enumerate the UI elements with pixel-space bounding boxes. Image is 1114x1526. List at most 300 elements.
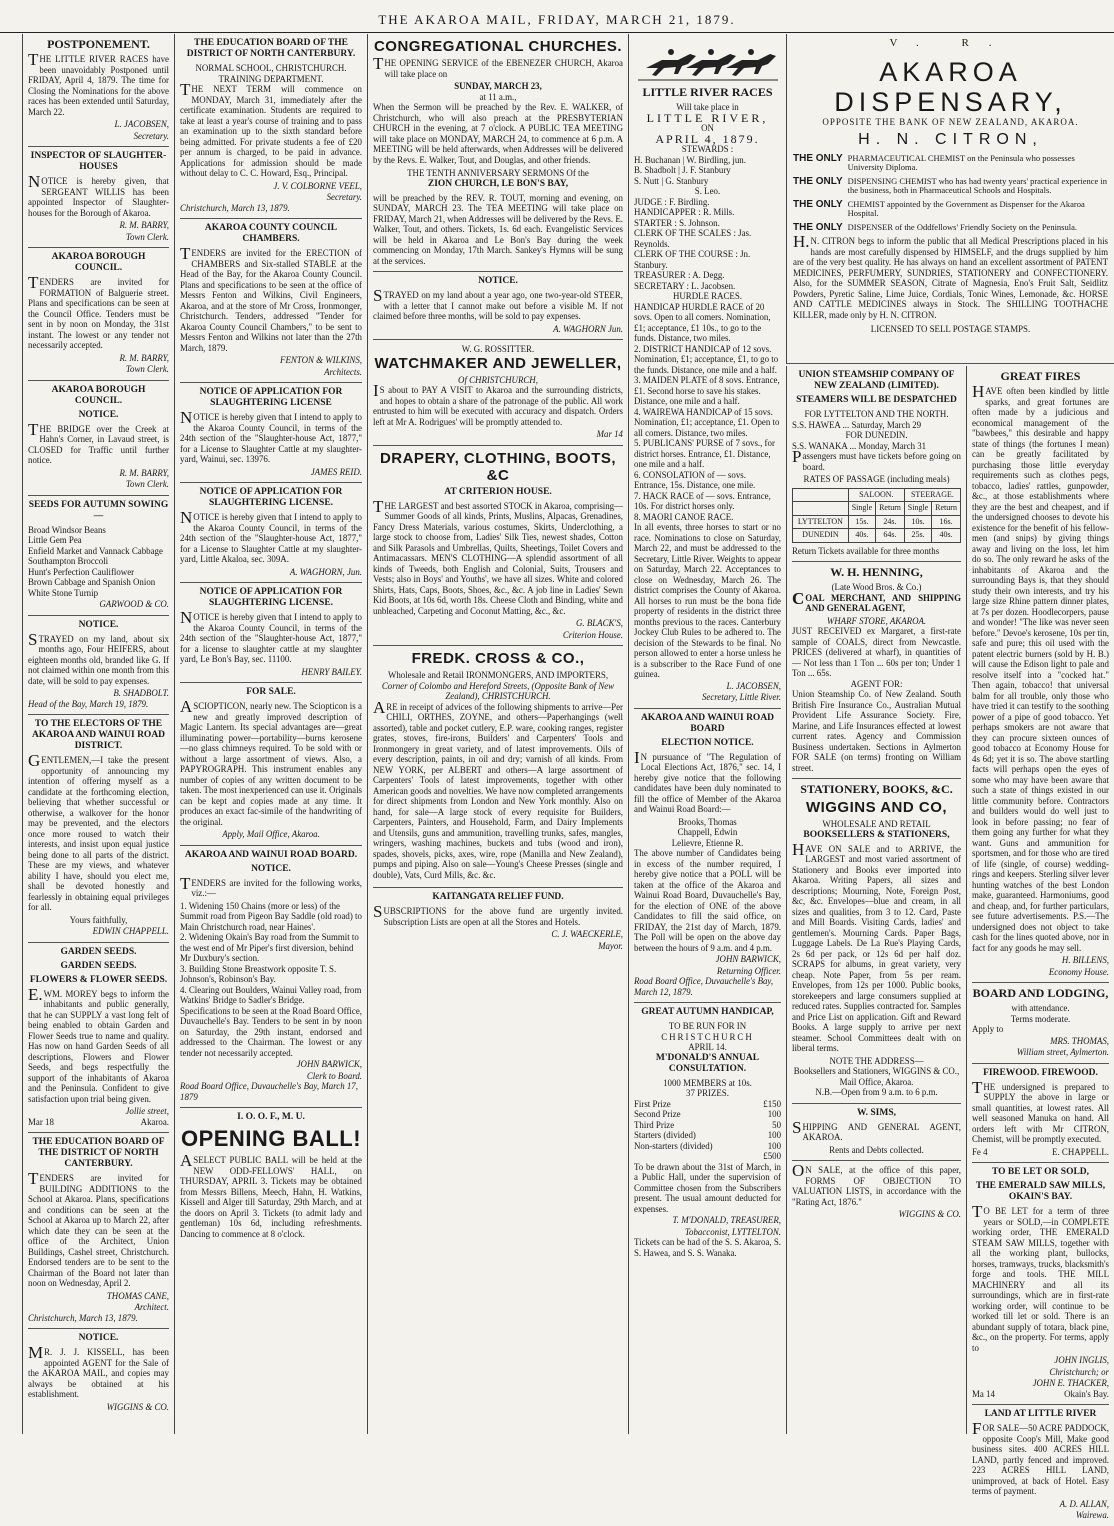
table-row (634, 1141, 781, 1152)
column-1 (22, 34, 174, 1434)
table-cell: 64s. (876, 529, 905, 543)
list-item: TREASURER : A. Degg. (634, 270, 725, 280)
ad-subtitle-2: BOOKSELLERS & STATIONERS, (803, 829, 950, 840)
ad-subtitle: ELECTION NOTICE. (661, 737, 754, 748)
dispensary-footer: LICENSED TO SELL POSTAGE STAMPS. (870, 324, 1031, 334)
ad-title: NOTICE. (478, 276, 518, 286)
masthead (0, 0, 1114, 33)
list-item: Broad Windsor Beans (28, 524, 106, 535)
ad-signature-title: Secretary. (326, 192, 362, 202)
ad-title: SEEDS FOR AUTUMN SOWING— (28, 499, 169, 521)
ad-body: HAVE ON SALE and to ARRIVE, the LARGEST and most varied assortment of Stationery and Books ever imported into Akaroa. Writing Papers, all sizes and descriptions; Mourning, Note, Foreign Post, &c, &c. Envelopes—blue and cream, in all sizes and qualities, from 3 to 12. Card, Paste and Mill Boards. Visiting Cards, ladies' and gentlemen's. Mourning Cards. Paper Bags, Luggage Labels. De La Rue's Playing Cards, 2s 6d per pack, or 12s 6d per half doz. SCRAPS for albums, in great variety, very cheap. Note Paper, from 5s per ream. Envelopes, from 12s per 1000. Public books, storekeepers and large consumers supplied at reduced rates. Supplies contracted for. Samples and Price List on application. Gift and Reward Books. A large supply to arrive per next steamer. School Committees dealt with on liberal terms. (792, 839, 961, 1053)
ad-title: NOTICE. (78, 1333, 119, 1343)
ad-body-3: Union Steamship Co. of New Zealand. South British Fire Insurance Co., Australian Mutual Provident Life Assurance Society. Fire, Marine, and Life Insurances effected at lowest current rates. Agency and Commission Business undertaken. Sections in Aylmerton FOR SALE (on terms) fronting on William street. (792, 689, 961, 773)
only-label: THE ONLY (793, 152, 843, 164)
table-cell: LYTTELTON (793, 515, 849, 529)
ad-title: AKAROA BOROUGH COUNCIL. (51, 384, 146, 406)
ad-road-board (180, 846, 362, 1109)
ad-great-fires (972, 366, 1109, 983)
ad-subtitle: TRAINING DEPARTMENT. (218, 73, 324, 84)
list-item: STARTER : S. Johnson. (634, 217, 720, 228)
ad-title: GREAT AUTUMN HANDICAP, (641, 1007, 774, 1017)
ad-signature-title: Criterion House. (562, 629, 623, 640)
ad-signature: L. JACOBSEN, (114, 119, 169, 129)
dispensary-name: H. N. CITRON, (858, 131, 1043, 148)
ad-location: Road Board Office, Duvauchelle's Bay, March 12, 1879. (634, 976, 774, 997)
ad-body: ON SALE, at the office of this paper, FORMS OF OBJECTION TO VALUATION LISTS, in accordance with the "Rating Act, 1876." (792, 1161, 961, 1207)
ad-signature-title: Economy House. (1048, 966, 1109, 977)
ad-title: FIREWOOD. FIREWOOD. (983, 1067, 1098, 1078)
ad-title: INSPECTOR OF SLAUGHTER-HOUSES (30, 151, 167, 172)
works-list (180, 901, 362, 1006)
list-item: Hunt's Perfection Cauliflower (28, 566, 135, 577)
ad-body: ASELECT PUBLIC BALL will be held at the NEW ODD-FELLOWS' HALL, on THURSDAY, APRIL 3. Tickets may be obtained from Messrs Billens, Meech, Hahn, H. Watkins, Kissell and Alger till Saturday, 29th March, and at the doors on April 3. Tickets (to admit lady and gentleman) 10s 6d, including refreshments. Dancing to commence at 8 o'clock. (180, 1151, 362, 1239)
ad-hours: N.B.—Open from 9 a.m. to 6 p.m. (815, 1087, 938, 1097)
ad-title: WATCHMAKER AND JEWELLER, (374, 354, 622, 372)
ad-title: THE EDUCATION BOARD OF THE DISTRICT OF NORTH CANTERBURY. (32, 1137, 165, 1169)
ad-signature: GARWOOD & CO. (99, 599, 169, 609)
ad-body: COAL MERCHANT, AND SHIPPING AND GENERAL AGENT, (792, 588, 961, 613)
ad-body-2: Specifications to be seen at the Road Board Office, Duvauchelle's Bay. Tenders to be sent in by noon on Saturday, the 29th instant, endorsed and addressed to the Chairman. The lowest or any tender not necessarily accepted. (180, 1005, 362, 1058)
ad-title: I. O. O. F., M. U. (237, 1112, 305, 1122)
ad-body: IS about to PAY A VISIT to Akaroa and the surrounding districts, and hopes to obtain a share of the patronage of the public. All work entrusted to him will be executed with accuracy and dispatch. Orders left at Mr A. Rodrigues' will be promptly attended to. (373, 381, 623, 427)
row: S.S. HAWEA ... Saturday, March 29 (792, 419, 922, 430)
table-cell: 10s. (904, 515, 931, 529)
only-label: THE ONLY (793, 198, 843, 210)
ad-title: BOARD AND LODGING, (972, 986, 1109, 1000)
list-item: 7. HACK RACE of — sovs. Entrance, 10s. For district horses only. (634, 490, 771, 511)
ad-body: To be drawn about the 31st of March, in a Public Hall, under the supervision of Committee chosen from the Subscribers present. The usual amount deducted for expenses. (634, 1161, 781, 1214)
ad-license-waghorn (180, 483, 362, 583)
ad-signature-title: Clerk to Board. (306, 1070, 362, 1081)
ad-subtitle: NOTICE. (78, 409, 119, 420)
ad-title: CONGREGATIONAL CHURCHES. (373, 38, 623, 55)
ad-body: TO BE LET for a term of three years or SOLD,—in COMPLETE working order, THE EMERALD STEAM SAW MILLS, together with all the working plant, bullocks, horses, tramways, trucks, blacksmith's forge and tools. THE MILL MACHINERY and all its surroundings, which are in first-rate working order, will continue to be worked till let or sold. There is an abundant supply of totara, black pine, &c., on the property. For terms, apply to (972, 1202, 1109, 1353)
masthead-title: THE AKAROA MAIL, FRIDAY, MARCH 21, 1879. (378, 12, 736, 27)
ad-license-reid (180, 383, 362, 483)
table-cell: DUNEDIN (793, 529, 849, 543)
table-cell: 24s. (876, 515, 905, 529)
ad-kaitangata (373, 888, 623, 956)
list-item: 3. MAIDEN PLATE of 8 sovs. Entrance, £1. Second horse to save his stakes. Distance, one mile and a half. (634, 375, 780, 406)
row: S.S. WANAKA ... Monday, March 31 (792, 440, 927, 451)
ad-forms (792, 1161, 961, 1225)
ad-dispensary (786, 34, 1114, 364)
ad-title: POSTPONEMENT. (47, 37, 150, 51)
ad-signature-title: Mayor. (598, 940, 623, 951)
table-cell (793, 502, 849, 516)
table-cell: Single (848, 502, 875, 516)
ad-signature-title: Town Clerk. (125, 364, 169, 374)
ad-body: THE BRIDGE over the Creek at Hahn's Corner, in Lavaud street, is CLOSED for Traffic until further notice. (28, 419, 169, 465)
ad-title: LAND AT LITTLE RIVER (984, 1409, 1097, 1419)
ad-agent: AGENT FOR: (850, 678, 903, 689)
only-text: DISPENSING CHEMIST who has had twenty years' practical experience in the business, both in Pharmaceutical Schools and Hospitals. (847, 175, 1108, 195)
ad-title: DRAPERY, CLOTHING, BOOTS, &C (379, 449, 617, 484)
ad-subtitle: STEAMERS WILL BE DESPATCHED (796, 395, 957, 405)
ad-body: TENDERS are invited for BUILDING ADDITIONS to the School at Akaroa. Plans, specifications and conditions can be seen at the School at Akaroa up to March 22, after which date they can be seen at the office of the Architect, Union Buildings, Cashel street, Christchurch. Endorsed tenders are to be sent to the Chairman of the Board not later than noon on Wednesday, April 2. (28, 1169, 169, 1288)
ad-body: TENDERS are invited for the ERECTION of CHAMBERS and Six-stalled STABLE at the Head of the Bay, for the Akaroa County Council. Plans and specifications to be seen at the office of Messrs Fenton and Wilkins, Civil Engineers, Akaroa, and at the store of Mr Cross, Ironmonger, Christchurch. Tenders, addressed "Tender for Akaroa County Council Chambers," to be sent to Messrs Fenton and Wilkins not later than the 27th March, 1879. (180, 244, 362, 353)
ad-body: TENDERS are invited for FORMATION of Balguerie street. Plans and specifications can be seen at the Council Office. Tenders must be sent in by noon on Monday, the 31st instant. The lowest or any tender not necessarily accepted. (28, 273, 169, 350)
ad-date: Mar 14 (596, 429, 623, 439)
ad-signature-title: Christchurch; or (1049, 1366, 1109, 1377)
list-item: CLERK OF THE SCALES : Jas. Reynolds. (634, 228, 752, 249)
column-5 (786, 366, 966, 1434)
table-cell: Single (904, 502, 931, 516)
prizes-label: 37 PRIZES. (686, 1088, 729, 1098)
ad-sims (792, 1104, 961, 1162)
ad-title: AKAROA AND WAINUI ROAD BOARD. (184, 849, 358, 860)
ad-county-chambers (180, 219, 362, 383)
ad-address: Booksellers and Stationers, WIGGINS & CO., Mail Office, Akaroa. (793, 1066, 960, 1087)
prize-value: 50 (772, 1119, 781, 1130)
events-list (634, 302, 781, 523)
ad-signature-title: Secretary, Little River. (701, 692, 781, 702)
ad-subtitle: THE EMERALD SAW MILLS, OKAIN'S BAY. (975, 1181, 1106, 1202)
fares-table (792, 488, 961, 543)
ad-signature-title: Town Clerk. (125, 479, 169, 489)
ad-title: TO BE LET OR SOLD, (991, 1167, 1090, 1177)
ad-firewood (972, 1064, 1109, 1164)
ad-body: THE undersigned is prepared to SUPPLY the above in large or small quantities, at lowest rates. All well seasoned Manuka on hand. All orders left with Mr CITRON, Chemist, will be promptly executed. (972, 1077, 1109, 1144)
prizes-table (634, 1099, 781, 1162)
list-item: Little Gem Pea (28, 535, 82, 545)
ad-footer: Return Tickets available for three months (792, 545, 940, 556)
list-item: Southampton Broccoli (28, 556, 109, 566)
ad-board-lodging (972, 983, 1109, 1064)
ad-signature-title: Secretary. (133, 130, 169, 141)
only-text: DISPENSER of the Oddfellows' Friendly Society on the Peninsula. (847, 221, 1078, 232)
ad-location: WHARF STORE, AKAROA. (826, 615, 927, 626)
ad-body: MR. J. J. KISSELL, has been appointed AGENT for the Sale of the AKAROA MAIL, and copies may always be obtained at his establishment. (28, 1343, 169, 1399)
ad-footer (28, 1117, 169, 1128)
ad-location: CHRISTCHURCH (661, 1031, 754, 1042)
ad-footer (972, 1147, 1109, 1158)
ad-steamship (792, 366, 961, 562)
ad-body: STRAYED on my land about a year ago, one two-year-old STEER, with a letter that I cannot make out before a visible M. If not claimed before three months, will be sold to pay expenses. (373, 286, 623, 321)
ad-body: NOTICE is hereby given that I intend to apply to the Akaroa County Council, in terms of the 24th section of the "Slaughter-house Act, 1877," for a license to slaughter cattle at my slaughter yard, Le Bon's Bay, sec. 11100. (180, 608, 362, 664)
ad-title: NOTICE. (78, 619, 119, 630)
ad-watchmaker (373, 340, 623, 446)
ad-location: Head of the Bay, March 19, 1879. (28, 698, 149, 709)
ad-education-building (28, 1133, 169, 1329)
ad-drapery (373, 446, 623, 647)
ad-garden-seeds (28, 943, 169, 1134)
ad-signature-title: Wairewa. (1075, 1510, 1109, 1520)
ad-body-2: When the Sermon will be preached by the Rev. E. WALKER, of Christchurch, who will also preach at the PRESBYTERIAN CHURCH in the evening, at 7 o'clock. A PUBLIC TEA MEETING will take place on MONDAY, MARCH 24, to commence at 6 p.m. A MEETING will be held afterwards, when Addresses will be delivered by the Revs. E. Walker, Tout, and Douglas, and other friends. (373, 102, 623, 165)
table-cell (793, 488, 849, 502)
ad-subtitle: FLOWERS & FLOWER SEEDS. (29, 974, 168, 985)
ad-headline: OPENING BALL! (180, 1126, 362, 1151)
table-cell: Return (932, 502, 961, 516)
stewards-label: STEWARDS : (681, 144, 734, 154)
ad-inspector (28, 147, 169, 248)
prize-label: Non-starters (divided) (634, 1140, 713, 1151)
ad-subtitle: Will take place in (676, 102, 739, 112)
ad-date: Ma 14 (972, 1388, 995, 1399)
ad-date: Mar 18 (28, 1116, 54, 1127)
table-row (634, 1109, 781, 1120)
column-3 (367, 34, 628, 1434)
ad-note: NOTE THE ADDRESS— (829, 1055, 924, 1066)
ad-subtitle: GARDEN SEEDS. (60, 960, 137, 971)
fares-label: RATES OF PASSAGE (including meals) (803, 474, 950, 484)
ad-members: 1000 MEMBERS at 10s. (663, 1077, 752, 1088)
ad-body: SUBSCRIPTIONS for the above fund are urgently invited. Subscription Lists are open at all the Stores and Hotels. (373, 902, 623, 927)
list-item: HANDICAPPER : R. Mills. (634, 207, 735, 217)
ad-signature: R. M. BARRY, (119, 220, 169, 230)
ad-signature: Apply, Mail Office, Akaroa. (222, 829, 320, 839)
ad-subtitle: Wholesale and Retail IRONMONGERS, AND IMPORTERS, (387, 670, 609, 680)
dispensary-body: H.N. CITRON begs to inform the public that all Medical Prescriptions placed in his hands are most carefully dispensed by HIMSELF, and the drugs supplied by him are of the very best quality. He has always on hand an excellent assortment of PATENT MEDICINES, PERFUMERY, SUNDRIES, STATIONERY and CONFECTIONERY. Also, for the SUMMER SEASON, Citrate of Magnesia, Eno's Fruit Salt, Seidlitz Powders, Pyretic Saline, Lime Juice, Cordials, Tonic Wines, Lemonade, &c. HORSE AND CATTLE MEDICINES always in Stock. The SHILLING TOOTHACHE KILLER, made only by H. N. CITRON. (793, 232, 1108, 320)
prize-value: 100 (767, 1109, 781, 1119)
ad-council-tenders (28, 248, 169, 381)
ad-for-sale (180, 683, 362, 846)
ad-normal-school (180, 34, 362, 219)
ad-body-2: The above number of Candidates being in excess of the number required, I hereby give notice that a POLL will be taken at the office of the Akaroa and Wainui Road Board, Duvauchelle's Bay, for the election of ONE of the above Candidates to fill the said office, on FRIDAY, the 21st day of March, 1879. The Poll will be open on the above day between the hours of 9 a.m. and 4 p.m. (634, 848, 781, 953)
ad-election (634, 709, 781, 1004)
ad-body-2: Tickets can be had of the S. S. Akaroa, S. S. Hawea, and S. S. Wanaka. (634, 1237, 781, 1258)
ad-signature-title: Returning Officer. (716, 965, 781, 976)
ad-seeds (28, 496, 169, 616)
ad-body: FOR SALE—50 ACRE PADDOCK, opposite Coop's Mill, Make good business sites. 400 ACRES HILL LAND, partly fenced and improved. 223 ACRES HILL LAND, unimproved, at back of Hotel. Easy terms of payment. (972, 1419, 1109, 1496)
ad-signature: JAMES REID. (310, 466, 362, 477)
list-item: SECRETARY : L. Jacobsen. (634, 280, 736, 291)
ad-signature-title-2: Okain's Bay. (1064, 1388, 1109, 1399)
dispensary-title: AKAROA DISPENSARY, (834, 56, 1067, 117)
table-cell: 16s. (932, 515, 961, 529)
prize-total: £500 (763, 1151, 781, 1161)
ad-location: Christchurch, March 13, 1879. (28, 1312, 138, 1323)
ad-council-bridge (28, 381, 169, 496)
list-item: JUDGE : F. Birdling. (634, 196, 710, 207)
hurdle-label: HURDLE RACES. (672, 291, 743, 301)
racehorse-illustration (638, 38, 778, 82)
table-cell: STEERAGE. (904, 488, 960, 502)
ad-title: W. SIMS, (857, 1107, 896, 1118)
column-2 (174, 34, 367, 1434)
ad-subtitle: NORMAL SCHOOL, CHRISTCHURCH. (195, 63, 347, 73)
ad-signature: R. M. BARRY, (119, 467, 169, 478)
prize-value: £150 (763, 1098, 781, 1109)
ad-subtitle: WHOLESALE AND RETAIL (822, 819, 931, 829)
list-item: B. Shadbolt | J. F. Stanbury (634, 165, 731, 175)
ad-signature: T. M'DONALD, TREASURER, (672, 1215, 781, 1225)
ad-notice-steer (373, 272, 623, 340)
ad-subtitle: TO BE RUN FOR IN (668, 1021, 747, 1031)
ad-body: THE NEXT TERM will commence on MONDAY, March 31, immediately after the certificate examination. Students are required to take at least a year's course of training and to pass an examination up to the sixth standard before being admitted. For private students a fee of £20 per annum is charged, to be paid in advance. Applications for admission should be made without delay to C. C. Howard, Esq., Principal. (180, 80, 362, 178)
only-row (793, 200, 1108, 219)
list-item: 1. Widening 150 Chains (more or less) of the Summit road from Pigeon Bay Saddle (old road) to Main Christchurch road, near Haines'. (180, 900, 362, 932)
ad-land-little-river (972, 1405, 1109, 1526)
ad-signature: H. BILLENS, (1061, 955, 1109, 965)
ad-title: FOR SALE. (246, 687, 296, 697)
ad-body: SHIPPING AND GENERAL AGENT, AKAROA. (792, 1117, 961, 1142)
table-row (634, 1130, 781, 1141)
ad-signature: G. BLACK'S, (575, 618, 623, 628)
ad-title: NOTICE OF APPLICATION FOR SLAUGHTERING LICENSE. (199, 487, 343, 508)
ad-time: at 11 a.m., (479, 91, 517, 102)
ad-title: GREAT FIRES (1000, 369, 1081, 383)
only-text: CHEMIST appointed by the Government as Dispenser for the Akaroa Hospital. (847, 198, 1085, 218)
ad-signature: A. WAGHORN, Jun. (289, 566, 362, 577)
ad-location: Corner of Colombo and Hereford Streets, (Opposite Bank of New Zealand), CHRISTCHURCH. (381, 680, 615, 701)
prize-label: Third Prize (634, 1119, 675, 1130)
ad-title: UNION STEAMSHIP COMPANY OF NEW ZEALAND (LIMITED). (798, 370, 955, 391)
only-text: PHARMACEUTICAL CHEMIST on the Peninsula who possesses University Diploma. (847, 152, 1075, 172)
table-cell: 40s. (848, 529, 875, 543)
only-row (793, 223, 1108, 233)
list-item: 8. MAORI CANOE RACE. (634, 511, 734, 522)
list-item: 2. DISTRICT HANDICAP of 12 sovs. Nomination, £1; acceptance, £1, to go to the funds. Distance, one mile and a half. (634, 343, 779, 375)
list-item: Brown Cabbage and Spanish Onion (28, 577, 156, 587)
ad-title: NOTICE OF APPLICATION FOR SLAUGHTERING LICENSE (199, 387, 343, 408)
ad-signature: B. SHADBOLT. (113, 688, 169, 698)
ad-body: ASCIOPTICON, nearly new. The Sciopticon is a new and greatly improved description of Magic Lantern. Its special advantages are—great illuminating power—portability—burns kerosene—no glass chimneys required. To be sold with or without a large assortment of views. Also, a PAPYROGRAPH. This instrument enables any number of copies of any written document to be taken. The most inexperienced can use it. Originals can be kept and copies made at any time. It produces an exact fac-simile of the handwriting of the original. (180, 697, 362, 827)
table-row (793, 502, 961, 516)
ad-date: APRIL 14. (688, 1042, 727, 1052)
ad-subtitle: NOTICE. (251, 863, 291, 874)
list-item: Lelievre, Etienne R. (671, 837, 744, 848)
ad-body: NOTICE is hereby given that I intend to apply to the Akaroa County Council, in terms of the 24th section of the "Slaughter-house Act, 1877," for a License to Slaughter Cattle at my slaughter-yard, Wainui, sec. 13976. (180, 408, 362, 464)
ad-signature: A. WAGHORN Jun. (553, 323, 623, 334)
ad-signature: JOHN BARWICK, (296, 1059, 362, 1069)
ad-signature: E. CHAPPELL. (1052, 1146, 1109, 1157)
prize-label: First Prize (634, 1098, 671, 1109)
ad-title: GARDEN SEEDS. (60, 946, 137, 957)
ad-body: THE LARGEST and best assorted STOCK in Akaroa, comprising—Summer Goods of all kinds, Prints, Muslins, Alpacas, Grenadines, Fancy Dress Materials, various costumes, Skirts, Underclothing, a large stock to choose from, Ladies' Silk Ties, newest shades, Cotton and Silk Parasols and Umbrellas, Quilts, Sheetings, Toilet Covers and Antimacassars. MEN'S CLOTHING—A splendid assortment of all kinds of Tweeds, both English and Colonial, Suits, Trousers and Vests; also in Boys' and Youths', we have all sizes. White and colored Shirts, Hats, Caps, Boots, Shoes, &c., &c. A job line in Ladies' Sewn Kid Boots, at 10s 6d, worth 18s. Cheese Cloth and Binding, white and unbleached, Carpeting and Coconut Matting, &c., &c. (373, 496, 623, 616)
ad-name: WIGGINS AND CO, (805, 799, 948, 816)
ad-congregational (373, 34, 623, 272)
list-item: H. Buchanan | W. Birdling, jun. (634, 154, 746, 165)
ad-title: NOTICE OF APPLICATION FOR SLAUGHTERING LICENSE. (199, 587, 343, 608)
ad-body: In all events, three horses to start or no race. Nominations to close on Saturday, March 22, and must be addressed to the Secretary, Little River. Weights to appear on Saturday, March 22. Acceptances to close on Wednesday, March 26. The district comprises the County of Akaroa. All horses to run must be the bona fide property of residents in the district three months previous to the races. Canterbury Jockey Club Rules to be adhered to. The decision of the Stewards to be final. No person allowed to enter a horse unless he is a subscriber to the Race Fund of one guinea. (634, 522, 781, 679)
ad-signature-title: William street, Aylmerton. (1016, 1047, 1109, 1057)
ad-subtitle: with attendance. (1011, 1003, 1070, 1013)
table-row (634, 1120, 781, 1131)
list-item: White Stone Turnip (28, 587, 99, 598)
column-6 (966, 366, 1114, 1520)
row: FOR LYTTELTON AND THE NORTH. (804, 409, 949, 419)
ad-date: Fe 4 (972, 1146, 988, 1157)
officials-list (634, 197, 781, 292)
list-item: S. Leo. (694, 186, 721, 196)
ad-title: TO THE ELECTORS OF THE AKAROA AND WAINUI ROAD DISTRICT. (31, 719, 166, 751)
ad-title: AKAROA BOROUGH COUNCIL. (51, 252, 146, 273)
ad-body-3: will be preached by the REV. R. TOUT, morning and evening, on SUNDAY, MARCH 23. The TEA MEETING will take place on FRIDAY, March 21, when Addresses will be delivered by the Revs. E. Walker, Tout, and others. Tickets, 1s. 6d each. Evangelistic Services will be held in Akaroa and Le Bon's Bay during the week commencing on Monday, 17th March. Sankey's Hymns will be sung at the services. (373, 192, 623, 266)
ad-title: FREDK. CROSS & CO., (411, 650, 585, 667)
ad-signature-title: Town Clerk. (125, 231, 169, 242)
ad-license-bailey (180, 583, 362, 683)
ad-notice-heifers (28, 616, 169, 716)
ad-opening-ball (180, 1108, 362, 1246)
ad-body-2: JUST RECEIVED ex Margaret, a first-rate sample of COALS, direct from Newcastle. PRICES (delivered at wharf), in quantities of— Not less than 1 Ton ... 60s per ton; Under 1 Ton ... 65s. (792, 626, 961, 678)
ad-signature: WIGGINS & CO. (106, 1401, 169, 1412)
ad-signature: HENRY BAILEY. (301, 666, 362, 677)
ad-agent-notice (28, 1329, 169, 1417)
list-item: CLERK OF THE COURSE : Jn. Stanbury. (634, 249, 751, 270)
ad-church: ZION CHURCH, LE BON'S BAY, (427, 178, 569, 189)
only-label: THE ONLY (793, 175, 843, 187)
ad-title: LITTLE RIVER RACES (642, 85, 773, 99)
ad-little-river-races (634, 34, 781, 709)
ad-body: NOTICE is hereby given, that SERGEANT WILLIS has been appointed Inspector of Slaughter-houses for the Borough of Akaroa. (28, 172, 169, 218)
column-4 (628, 34, 786, 1434)
prize-value: 100 (767, 1130, 781, 1140)
ad-postponement (28, 34, 169, 147)
ad-signature: JOHN INGLIS, (1054, 1355, 1109, 1365)
ad-body: NOTICE is hereby given that I intend to apply to the Akaroa County Council, in terms of the 24th section of the "Slaughter-house Act, 1877," for a License to Slaughter Cattle at my slaughter-yard, Little Akaloa, sec. 309A. (180, 508, 362, 564)
ad-note: Passengers must have tickets before going on board. (792, 447, 961, 472)
ad-henning (792, 562, 961, 779)
ad-location: Christchurch, March 13, 1879. (180, 202, 290, 213)
only-row (793, 154, 1108, 173)
table-cell: Return (876, 502, 905, 516)
dispensary-subtitle: OPPOSITE THE BANK OF NEW ZEALAND, AKAROA. (822, 116, 1079, 127)
ad-electors (28, 715, 169, 943)
list-item: Brooks, Thomas (678, 816, 737, 827)
ad-signature: THOMAS CANE, (106, 1290, 169, 1301)
table-cell: 25s. (904, 529, 931, 543)
ad-signature: MRS. THOMAS, (1050, 1035, 1109, 1046)
ad-signature: JOHN BARWICK, (715, 954, 781, 964)
dispensary-tag: V. R. (889, 37, 1012, 49)
ad-title: STATIONERY, BOOKS, &C. (800, 782, 953, 796)
prize-label: Second Prize (634, 1109, 681, 1119)
ad-terms: Terms moderate. (1010, 1013, 1071, 1024)
ad-signature: EDWIN CHAPPELL. (92, 926, 169, 936)
ad-apply: Apply to (972, 1024, 1004, 1034)
list-item: 3. Building Stone Breastwork opposite T. S. Johnson's, Robinson's Bay. (180, 963, 337, 984)
prize-value: 100 (767, 1140, 781, 1151)
table-row (793, 529, 961, 543)
ad-footer (972, 1389, 1109, 1400)
ad-title: AKAROA AND WAINUI ROAD BOARD (640, 712, 775, 734)
ad-body: STRAYED on my land, about six months ago, Four HEIFERS, about eighteen months old, branded like G. If not claimed within one month from this date, will be sold to pay expenses. (28, 629, 169, 686)
ad-autumn-handicap (634, 1003, 781, 1263)
ad-on: ON (701, 123, 714, 133)
ad-stationery (792, 779, 961, 1104)
ad-body: ARE in receipt of advices of the following shipments to arrive—Per CHILI, ORTHES, ZOYNE, and others—Paperhangings (well assorted), table and pocket cutlery, E.P. ware, cooking ranges, register grates, stoves, fire-irons, Builders' and Carpenters' Tools and Ironmongery in great variety, and of latest improvements. Oils of every description, paints, in oil and dry; varnish of all kinds. From NEW YORK, per ALBERT and others—A large assortment of Carpenters' Tools of latest improvements, together with other American goods and novelties. We have now completed arrangements for direct shipments from London and New York monthly. Also on hand, for sale—A large stock of every requisite for Builders, Carpenters, Painters, and Household, Farm, and Dairy Implements and Utensils, guns and ammunition, travelling trunks, safes, mangles, wringers, washing machines, buckets and tubs (wood and iron), spades, shovels, picks, axes, wire, rope (Manilla and New Zealand), pumps and piping. Also on sale—Young's Cheese Presses (single and double), Vats, Curd Mills, &c. &c. (373, 697, 623, 880)
table-row (793, 515, 961, 529)
ad-saw-mills (972, 1163, 1109, 1405)
ad-signature-title: Architects. (324, 366, 362, 377)
ad-subtitle: THE TENTH ANNIVERSARY SERMONS Of the (407, 168, 589, 178)
ad-signature: FENTON & WILKINS, (280, 355, 362, 365)
ad-title: W. H. HENNING, (830, 565, 923, 579)
ad-signature-title: Architect. (134, 1302, 169, 1312)
ad-title: THE EDUCATION BOARD OF THE DISTRICT OF NORTH CANTERBURY. (186, 38, 356, 59)
ad-body: GENTLEMEN,—I take the present opportunity of announcing my intention of offering myself as a candidate at the forthcoming election, believing that whether successful or otherwise, a walkover for the honor may be prevented, and the electors once more roused to watch their interests, and insist upon equal justice being done to all parts of the district. These are my views, and whatever ability I have, should you elect me, shall be devoted honestly and fearlessly in obtaining equal privileges for all. (28, 751, 169, 912)
ad-fredk-cross (373, 646, 623, 888)
list-item: Enfield Market and Vannack Cabbage (28, 545, 163, 556)
list-item: S. Nutt | G. Stanbury (634, 175, 709, 186)
ad-place: LITTLE RIVER, (646, 110, 769, 125)
ad-signature: R. M. BARRY, (119, 352, 169, 363)
ad-signature-2: JOHN E. THACKER, (1032, 1378, 1109, 1388)
ad-signature: Jollie street, (125, 1106, 169, 1116)
seed-list (28, 525, 169, 599)
ad-date: SUNDAY, MARCH 23, (454, 81, 542, 91)
ad-body: THE LITTLE RIVER RACES have been unavoidably Postponed until FRIDAY, April 4, 1879. The time for Closing the Nominations for the above races has been extended until Saturday, March 22. (28, 50, 169, 117)
list-item: 2. Widening Okain's Bay road from the Summit to the west end of Mr Piper's first diversion, behind Mr Duxbury's section. (180, 932, 359, 963)
list-item: 6. CONSOLATION of — sovs. Entrance, 15s. Distance, one mile. (634, 469, 756, 490)
ad-signature: A. D. ALLAN, (1059, 1498, 1109, 1509)
prize-label: Starters (divided) (634, 1130, 696, 1140)
list-item: Chappell, Edwin (677, 827, 738, 837)
row: FOR DUNEDIN. (845, 430, 908, 440)
candidates-list (634, 817, 781, 849)
